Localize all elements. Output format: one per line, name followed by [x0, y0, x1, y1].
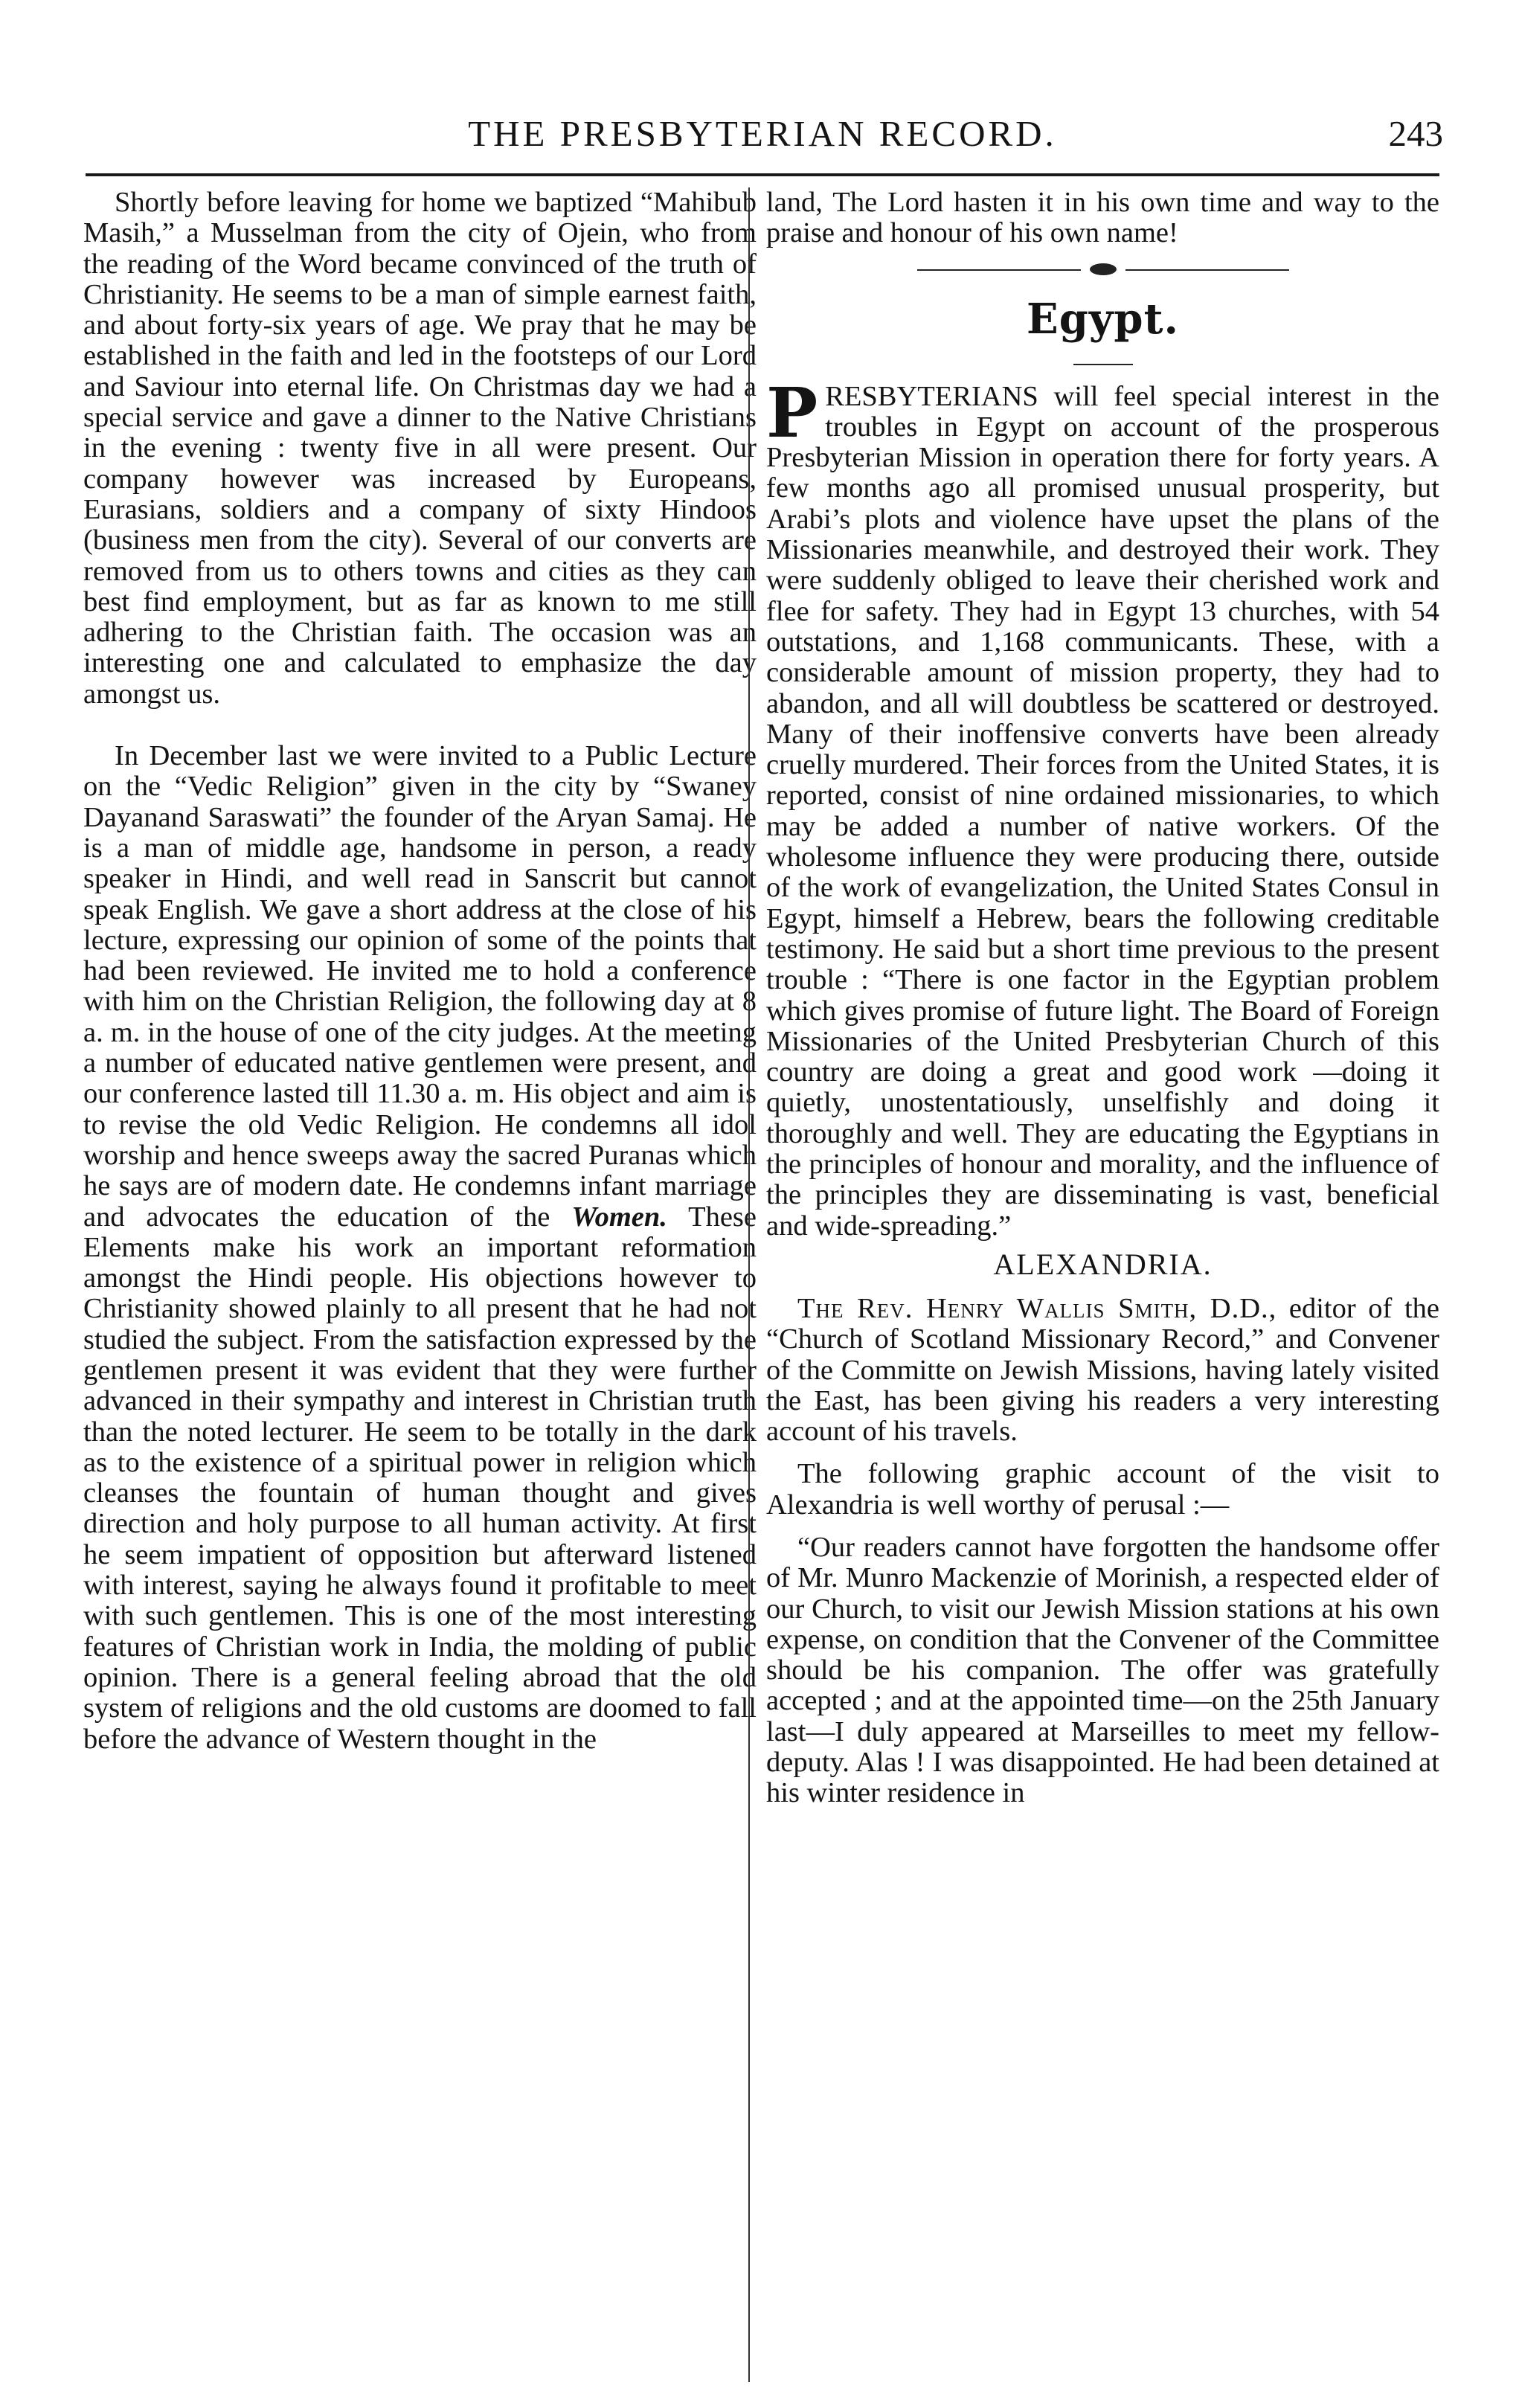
subheading-alexandria: ALEXANDRIA.	[993, 1247, 1213, 1281]
left-column	[83, 187, 757, 1755]
section-ornament	[917, 260, 1289, 280]
paragraph-text: editor of the “Church of Scotland Missionary Record,” and Convener of the Committe on Jewish Missions, having lately visited the East, has been giving his readers a very interesting account of his travels.	[766, 1292, 1439, 1448]
column-divider	[748, 187, 750, 2382]
section-heading-egypt: Egypt.	[1027, 294, 1179, 344]
drop-cap: P	[766, 372, 818, 453]
paragraph-alexandria-quote: “Our readers cannot have forgotten the handsome offer of Mr. Munro Mackenzie of Morinish, a respected elder of our Church, to visit our Jewish Mission stations at his own expense, on condition that the Convener of the Committee should be his companion. The offer was gratefully accepted ; and at the appointed time—on the 25th January last—I duly appeared at Marseilles to meet my fellow-deputy. Alas ! I was disappointed. He had been detained at his winter residence in	[766, 1531, 1439, 1809]
paragraph-egypt	[766, 372, 1439, 1242]
emphasis-women: Women.	[571, 1201, 667, 1233]
paragraph-alexandria-visit: The following graphic account of the visit to Alexandria is well worthy of perusal :—	[766, 1458, 1439, 1521]
page-header	[82, 112, 1443, 171]
first-word: RESBYTERIANS	[825, 380, 1038, 412]
paragraph-continuation: land, The Lord hasten it in his own time and way to the praise and honour of his own name!	[766, 187, 1439, 249]
paragraph-alexandria-intro	[766, 1294, 1439, 1447]
paragraph-text: These Elements make his work an important reformation amongst the Hindi people. His objections however to Christianity showed plainly to all present that he had not studied the subject. From the satisfaction expressed by the gentlemen present it was evident that they were further advanced in their sympathy and interest in Christian truth than the noted lecturer. He seem to be totally in the dark as to the existence of a spiritual power in religion which cleanses the fountain of human thought and gives direction and holy purpose to all human activity. At first he seem impatient of opposition but afterward listened with interest, saying he always found it profitable to meet with such gentlemen. This is one of the most interesting features of Christian work in India, the molding of public opinion. There is a general feeling abroad that the old system of religions and the old customs are doomed to fall before the advance of Western thought in the	[83, 1201, 757, 1755]
page-number: 243	[1388, 113, 1443, 154]
paragraph-text: In December last we were invited to a Public Lecture on the “Vedic Religion” given in the city by “Swaney Dayanand Saraswati” the founder of the Aryan Samaj. He is a man of middle age, handsome in person, a ready speaker in Hindi, and well read in Sanscrit but cannot speak English. We gave a short address at the close of his lecture, expressing our opinion of some of the points that had been reviewed. He invited me to hold a conference with him on the Christian Religion, the following day at 8 a. m. in the house of one of the city judges. At the meeting a number of educated native gentlemen were present, and our conference lasted till 11.30 a. m. His object and aim is to revise the old Vedic Religion. He condemns all idol worship and hence sweeps away the sacred Puranas which he says are of modern date. He condemns infant marriage and advocates the education of the	[83, 740, 757, 1233]
header-rule	[86, 173, 1439, 176]
paragraph-vedic-lecture	[83, 741, 757, 1755]
short-rule	[1073, 364, 1133, 365]
running-title: THE PRESBYTERIAN RECORD.	[468, 113, 1057, 154]
author-name: The Rev. Henry Wallis Smith, D.D.,	[797, 1292, 1277, 1324]
paragraph-baptism: Shortly before leaving for home we baptized “Mahibub Masih,” a Musselman from the city of Ojein, who from the reading of the Word became convinced of the truth of Christianity. He seems to be a man of simple earnest faith, and about forty-six years of age. We pray that he may be established in the faith and led in the footsteps of our Lord and Saviour into eternal life. On Christmas day we had a special service and gave a dinner to the Native Christians in the evening : twenty five in all were present. Our company however was increased by Europeans, Eurasians, soldiers and a company of sixty Hindoos (business men from the city). Several of our converts are removed from us to others towns and cities as they can best find employment, but as far as known to me still adhering to the Christian faith. The occasion was an interesting one and calculated to emphasize the day amongst us.	[83, 187, 757, 710]
paragraph-text: will feel special interest in the troubles in Egypt on account of the prosperous Presbyterian Mission in operation there for forty years. A few months ago all promised unusual prosperity, but Arabi’s plots and violence have upset the plans of the Missionaries meanwhile, and destroyed their work. They were suddenly obliged to leave their cherished work and flee for safety. They had in Egypt 13 churches, with 54 outstations, and 1,168 communicants. These, with a considerable amount of mission property, they had to abandon, and all will doubtless be scattered or destroyed. Many of their inoffensive converts have been already cruelly murdered. Their forces from the United States, it is reported, consist of nine ordained missionaries, to which may be added a number of native workers. Of the wholesome influence they were producing there, outside of the work of evangelization, the United States Consul in Egypt, himself a Hebrew, bears the following creditable testimony. He said but a short time previous to the present trouble : “There is one factor in the Egyptian problem which gives promise of future light. The Board of Foreign Missionaries of the United Presbyterian Church of this country are doing a great and good work —doing it quietly, unostentatiously, unselfishly and doing it thoroughly and well. They are educating the Egyptians in the principles of honour and morality, and the influence of the principles they are disseminating is vast, beneficial and wide-spreading.”	[766, 380, 1439, 1242]
right-column	[766, 187, 1439, 1809]
